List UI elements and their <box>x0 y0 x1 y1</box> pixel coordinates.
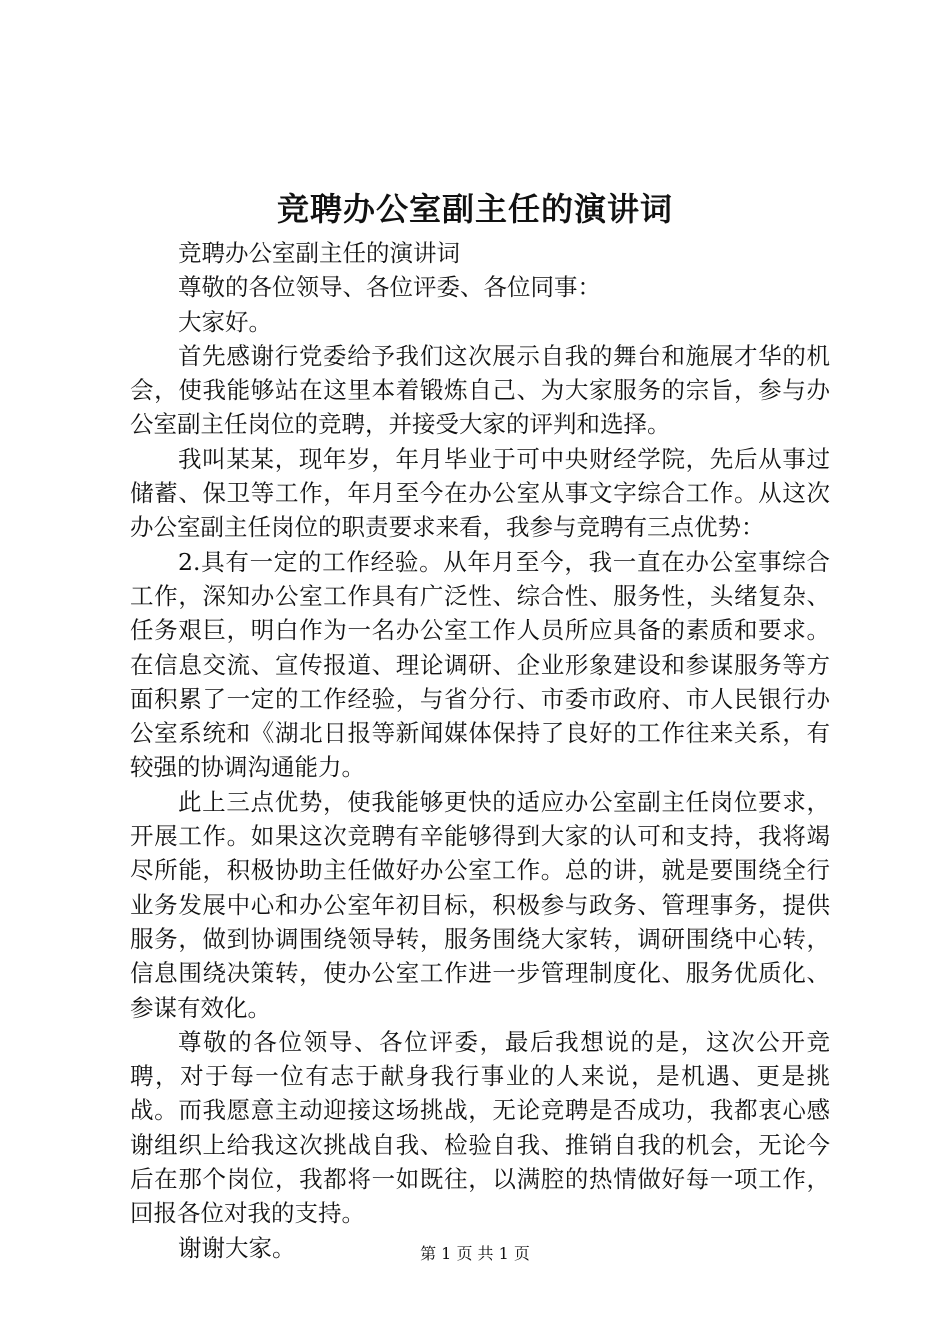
page-number-footer: 第 1 页 共 1 页 <box>420 1244 530 1263</box>
paragraph-thanks: 首先感谢行党委给予我们这次展示自我的舞台和施展才华的机会，使我能够站在这里本着锻炼自己、为大家服务的宗旨，参与办公室副主任岗位的竞聘，并接受大家的评判和选择。 <box>130 341 830 439</box>
document-body <box>130 236 830 1265</box>
document-title: 竞聘办公室副主任的演讲词 <box>276 190 673 228</box>
paragraph-plans: 此上三点优势，使我能够更快的适应办公室副主任岗位要求，开展工作。如果这次竞聘有辛能够得到大家的认可和支持，我将竭尽所能，积极协助主任做好办公室工作。总的讲，就是要围绕全行业务发展中心和办公室年初目标，积极参与政务、管理事务，提供服务，做到协调围绕领导转，服务围绕大家转，调研围绕中心转，信息围绕决策转，使办公室工作进一步管理制度化、服务优质化、参谋有效化。 <box>130 787 830 1022</box>
paragraph-experience: 2.具有一定的工作经验。从年月至今，我一直在办公室事综合工作，深知办公室工作具有广泛性、综合性、服务性，头绪复杂、任务艰巨，明白作为一名办公室工作人员所应具备的素质和要求。在信息交流、宣传报道、理论调研、企业形象建设和参谋服务等方面积累了一定的工作经验，与省分行、市委市政府、市人民银行办公室系统和《湖北日报等新闻媒体保持了良好的工作往来关系，有较强的协调沟通能力。 <box>130 547 830 782</box>
paragraph-thank-you: 谢谢大家。 <box>178 1233 296 1262</box>
paragraph-introduction: 我叫某某，现年岁，年月毕业于可中央财经学院，先后从事过储蓄、保卫等工作，年月至今在办公室从事文字综合工作。从这次办公室副主任岗位的职责要求来看，我参与竞聘有三点优势： <box>130 444 830 542</box>
paragraph-salutation: 尊敬的各位领导、各位评委、各位同事： <box>178 273 601 302</box>
paragraph-greeting: 大家好。 <box>178 307 272 336</box>
paragraph-closing: 尊敬的各位领导、各位评委，最后我想说的是，这次公开竞聘，对于每一位有志于献身我行事业的人来说，是机遇、更是挑战。而我愿意主动迎接这场挑战，无论竞聘是否成功，我都衷心感谢组织上给我这次挑战自我、检验自我、推销自我的机会，无论今后在那个岗位，我都将一如既往，以满腔的热情做好每一项工作，回报各位对我的支持。 <box>130 1027 830 1228</box>
paragraph-heading-repeat: 竞聘办公室副主任的演讲词 <box>178 239 460 267</box>
